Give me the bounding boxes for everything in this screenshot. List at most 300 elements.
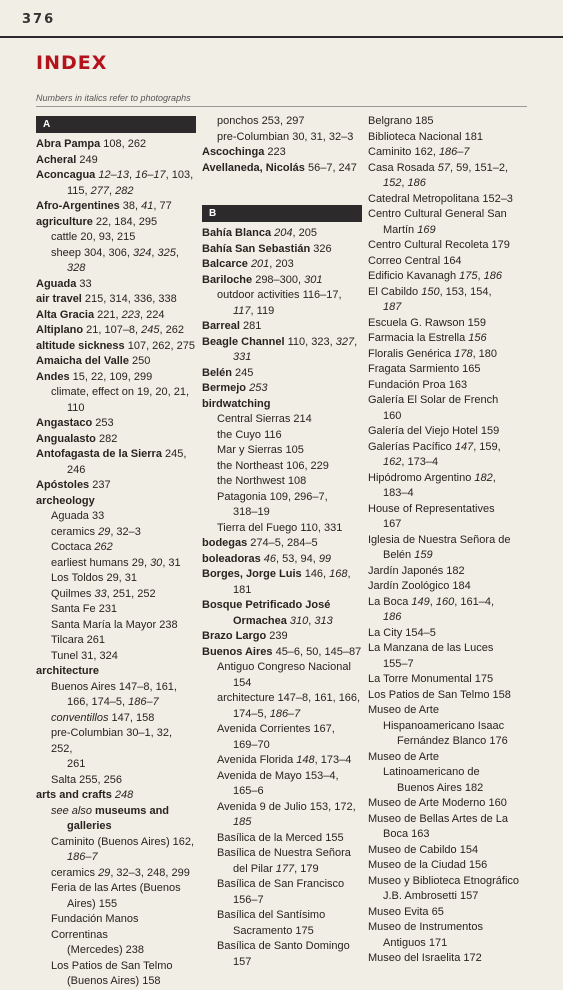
entry-text: 178 <box>454 347 473 360</box>
index-entry <box>202 846 362 862</box>
entry-text: Belén <box>202 366 232 379</box>
index-column-1 <box>36 114 196 990</box>
entry-text: Museo de Cabildo 154 <box>368 843 479 856</box>
entry-text: , 161–4, <box>454 595 495 608</box>
entry-text: Antofagasta de la Sierra <box>36 448 162 460</box>
entry-text: 331 <box>233 351 252 363</box>
entry-text: 46 <box>263 552 276 565</box>
entry-text: Museo de Arte <box>368 750 439 763</box>
entry-text: ceramics <box>51 525 99 538</box>
entry-text: Balcarce <box>202 258 248 270</box>
entry-text: Belén <box>383 549 415 561</box>
entry-text: 57 <box>437 161 450 174</box>
entry-text: Bahía San Sebastián <box>202 242 311 255</box>
entry-text: climate, effect on 19, 20, 21, <box>51 386 189 398</box>
entry-text: Correo Central 164 <box>368 254 462 267</box>
index-entry <box>36 153 196 169</box>
note-divider <box>36 106 527 107</box>
index-entry <box>202 614 362 630</box>
entry-text: 215, 314, 336, 338 <box>81 293 177 305</box>
entry-text: 56–7, 247 <box>304 161 357 174</box>
index-entry <box>36 323 196 339</box>
entry-text: 160 <box>383 409 402 422</box>
entry-text: Afro-Argentines <box>36 200 120 212</box>
index-entry <box>202 955 362 971</box>
entry-text: Salta 255, 256 <box>51 773 122 786</box>
entry-text: 165–6 <box>233 785 264 797</box>
entry-text: 274–5, 284–5 <box>247 537 318 549</box>
entry-text: , <box>128 169 136 181</box>
entry-text: 16–17 <box>135 169 166 181</box>
index-entry <box>36 168 196 184</box>
index-entry <box>202 753 362 769</box>
entry-text: 167 <box>383 518 402 530</box>
index-entry <box>36 540 196 556</box>
entry-text: Galerías Pacífico <box>368 440 455 453</box>
entry-text: Patagonia 109, 296–7, <box>217 490 328 503</box>
entry-text: 149 <box>411 595 430 608</box>
index-entry <box>202 676 362 692</box>
entry-text: Antiguo Congreso Nacional <box>217 661 351 673</box>
index-entry <box>202 443 362 459</box>
entry-text: Avenida Florida <box>217 754 297 766</box>
index-entry <box>368 424 533 440</box>
entry-text: 328 <box>67 262 86 274</box>
entry-text: , 173–4 <box>401 456 439 468</box>
entry-text: ceramics <box>51 866 99 879</box>
index-entry <box>36 292 196 308</box>
entry-text: Avenida 9 de Julio 153, 172, <box>217 800 356 813</box>
entry-text: Museo Evita 65 <box>368 905 444 918</box>
entry-text: Museo de Instrumentos <box>368 921 483 933</box>
entry-text: 186–7 <box>438 146 470 158</box>
entry-text: agriculture <box>36 215 93 228</box>
entry-text: Bermejo <box>202 382 247 394</box>
index-entry <box>202 257 362 273</box>
index-entry <box>368 238 533 254</box>
entry-text: 148 <box>296 754 315 766</box>
index-entry <box>202 800 362 816</box>
entry-text: , <box>151 246 158 259</box>
index-entry <box>202 738 362 754</box>
entry-text: 45–6, 50, 145–87 <box>272 645 362 658</box>
index-entry <box>202 145 362 161</box>
index-entry <box>368 223 533 239</box>
index-entry <box>368 781 533 797</box>
entry-text: 250 <box>128 355 151 367</box>
entry-text: 186 <box>383 611 402 623</box>
index-entry <box>368 874 533 890</box>
index-entry <box>368 626 533 642</box>
entry-text: 301 <box>304 273 323 286</box>
entry-text: boleadoras <box>202 552 261 565</box>
entry-text: El Cabildo <box>368 285 422 298</box>
entry-text: Alta Gracia <box>36 308 95 321</box>
index-entry <box>202 831 362 847</box>
entry-text: , <box>429 595 436 608</box>
entry-text: Angualasto <box>36 432 96 445</box>
entry-text: 221, <box>94 308 122 321</box>
index-entry <box>36 788 196 804</box>
entry-text: Museo de Bellas Artes de La <box>368 812 509 825</box>
index-entry <box>36 974 196 990</box>
entry-text: 30 <box>150 556 163 569</box>
entry-text: 245 <box>141 324 160 336</box>
index-entry <box>368 347 533 363</box>
entry-text: 186 <box>483 270 502 282</box>
index-entry <box>36 664 196 680</box>
entry-text: Andes <box>36 370 70 383</box>
entry-text: 21, 107–8, <box>83 324 142 336</box>
index-entry <box>36 230 196 246</box>
index-entry <box>36 881 196 897</box>
entry-text: Caminito 162, <box>368 146 439 158</box>
entry-text: 201 <box>250 258 270 270</box>
index-entry <box>202 722 362 738</box>
entry-text: , 251, 252 <box>106 587 156 600</box>
entry-text: Galería El Solar de French <box>368 394 499 406</box>
entry-text: 239 <box>266 630 288 642</box>
index-entry <box>368 362 533 378</box>
entry-text: , 262 <box>159 324 184 336</box>
entry-text: La Boca <box>368 595 412 608</box>
index-entry <box>202 505 362 521</box>
entry-text: Sacramento 175 <box>233 924 314 937</box>
index-entry <box>202 412 362 428</box>
entry-text: 326 <box>310 242 332 255</box>
entry-text: Fundación Proa 163 <box>368 378 468 391</box>
header-rule <box>0 36 563 38</box>
entry-text: 186 <box>407 177 426 189</box>
index-entry <box>202 862 362 878</box>
index-entry <box>202 536 362 552</box>
entry-text: architecture <box>36 665 99 677</box>
entry-text: Boca 163 <box>383 828 430 840</box>
index-entry <box>202 660 362 676</box>
index-entry <box>368 688 533 704</box>
index-entry <box>36 649 196 665</box>
entry-text: 159 <box>414 549 433 561</box>
entry-text: 169–70 <box>233 738 270 751</box>
index-entry <box>368 207 533 223</box>
entry-text: Acheral <box>36 153 77 166</box>
letter-heading-a: A <box>36 116 196 133</box>
entry-text: 146, <box>301 568 330 580</box>
index-entry <box>202 161 362 177</box>
entry-text: sheep 304, 306, <box>51 246 133 259</box>
entry-text: J.B. Ambrosetti 157 <box>383 890 479 902</box>
entry-text: outdoor activities 116–17, <box>217 289 342 301</box>
index-entry <box>202 924 362 940</box>
entry-text: (Buenos Aires) 158 <box>67 975 161 987</box>
entry-text: Tilcara 261 <box>51 634 106 646</box>
entry-text: Hipódromo Argentino <box>368 471 475 484</box>
index-entry <box>36 277 196 293</box>
entry-text: 12–13 <box>98 169 129 181</box>
entry-text: 261 <box>67 758 86 770</box>
index-entry <box>368 378 533 394</box>
index-entry <box>36 835 196 851</box>
index-entry <box>368 393 533 409</box>
entry-text: altitude sickness <box>36 339 125 352</box>
entry-text: Tierra del Fuego 110, 331 <box>217 521 343 534</box>
entry-text: Tunel 31, 324 <box>51 649 118 662</box>
entry-text: 115, <box>67 184 91 197</box>
index-entry <box>368 765 533 781</box>
index-entry <box>368 192 533 208</box>
index-entry <box>36 587 196 603</box>
entry-text: conventillos <box>51 711 109 724</box>
entry-text: Aires) 155 <box>67 897 118 910</box>
index-entry <box>36 556 196 572</box>
entry-text: , 53, 94, <box>276 552 319 565</box>
entry-text: Amaicha del Valle <box>36 355 129 367</box>
index-entry <box>368 285 533 301</box>
index-entry <box>202 629 362 645</box>
entry-text: Avellaneda, Nicolás <box>202 161 305 174</box>
index-column-2 <box>202 114 362 970</box>
entry-text: 29 <box>98 866 111 879</box>
index-entry <box>368 564 533 580</box>
entry-text: , 77 <box>153 200 172 212</box>
index-entry <box>368 130 533 146</box>
index-entry <box>202 939 362 955</box>
index-entry <box>36 571 196 587</box>
entry-text: 162 <box>383 456 402 468</box>
italics-note: Numbers in italics refer to photographs <box>36 93 191 103</box>
entry-text: Aguada 33 <box>51 510 105 522</box>
index-entry <box>36 757 196 773</box>
index-entry <box>36 385 196 401</box>
entry-text: 183–4 <box>383 487 414 499</box>
index-entry <box>202 381 362 397</box>
index-entry <box>36 633 196 649</box>
entry-text: Centro Cultural General San <box>368 208 507 220</box>
entry-text: Bariloche <box>202 273 253 286</box>
entry-text: 253 <box>92 417 114 429</box>
index-entry <box>202 490 362 506</box>
index-entry <box>368 176 533 192</box>
entry-text: 177 <box>275 862 295 875</box>
entry-text: Coctaca <box>51 541 95 553</box>
entry-text: Ormachea <box>233 614 287 627</box>
entry-text: , <box>308 614 315 627</box>
entry-text: Basílica de la Merced 155 <box>217 831 344 844</box>
index-entry <box>368 486 533 502</box>
entry-text: , 180 <box>472 347 498 360</box>
entry-text: , <box>175 246 179 259</box>
index-entry <box>368 300 533 316</box>
index-entry <box>202 474 362 490</box>
entry-text: Los Patios de San Telmo <box>51 959 173 972</box>
entry-text: Basílica de Santo Domingo <box>217 940 350 952</box>
index-entry <box>36 416 196 432</box>
entry-text: 313 <box>314 614 333 627</box>
index-entry <box>36 432 196 448</box>
entry-text: 155–7 <box>383 657 414 670</box>
index-entry <box>202 397 362 413</box>
entry-text: Aconcagua <box>36 169 96 181</box>
entry-text: 185 <box>233 816 252 828</box>
entry-text: 223 <box>264 146 286 158</box>
index-entry <box>368 951 533 967</box>
index-entry <box>36 494 196 510</box>
entry-text: , 224 <box>139 308 165 321</box>
entry-text: Fragata Sarmiento 165 <box>368 363 481 375</box>
index-entry <box>368 719 533 735</box>
entry-text: 33 <box>76 277 92 290</box>
entry-text: Buenos Aires <box>202 645 273 658</box>
entry-text: , 159, <box>473 440 501 453</box>
entry-text: 245 <box>231 366 254 379</box>
index-entry <box>202 893 362 909</box>
entry-text: , <box>401 177 408 189</box>
entry-text: air travel <box>36 293 82 305</box>
entry-text: , 203 <box>269 258 294 270</box>
index-entry <box>36 711 196 727</box>
entry-text: , 59, 151–2, <box>449 161 509 174</box>
entry-text: 249 <box>76 153 98 166</box>
index-entry <box>202 273 362 289</box>
entry-text: Bosque Petrificado José <box>202 599 331 611</box>
index-entry <box>36 618 196 634</box>
entry-text: museums and <box>95 804 170 817</box>
index-column-3 <box>368 114 533 967</box>
entry-text: (Mercedes) 238 <box>67 944 145 956</box>
entry-text: earliest humans 29, <box>51 556 151 569</box>
index-entry <box>368 502 533 518</box>
entry-text: 298–300, <box>252 273 305 286</box>
index-entry <box>36 897 196 913</box>
index-entry <box>202 815 362 831</box>
entry-text: , <box>492 471 496 484</box>
entry-text: Basílica del Santísimo <box>217 909 326 921</box>
entry-text: 327 <box>335 335 355 348</box>
index-entry <box>368 920 533 936</box>
index-entry <box>36 184 196 200</box>
index-entry <box>368 734 533 750</box>
entry-text: Martín <box>383 223 418 236</box>
index-entry <box>36 695 196 711</box>
entry-text: Catedral Metropolitana 152–3 <box>368 192 513 205</box>
index-entry <box>368 254 533 270</box>
entry-text: 150 <box>421 285 440 298</box>
entry-text: 15, 22, 109, 299 <box>69 370 153 383</box>
entry-text: 310 <box>289 614 309 627</box>
index-entry <box>368 641 533 657</box>
entry-text: 110 <box>67 401 85 414</box>
entry-text: La Manzana de las Luces <box>368 642 494 654</box>
index-entry <box>36 773 196 789</box>
index-entry <box>202 350 362 366</box>
entry-text: Jardín Zoológico 184 <box>368 580 471 592</box>
index-entry <box>368 269 533 285</box>
entry-text: Aguada <box>36 277 77 290</box>
index-entry <box>368 595 533 611</box>
entry-text: 154 <box>233 676 252 689</box>
entry-text: , 205 <box>292 227 317 239</box>
index-entry <box>202 428 362 444</box>
entry-text: 253 <box>249 382 268 394</box>
entry-text: 318–19 <box>233 506 270 518</box>
index-entry <box>202 769 362 785</box>
entry-text: , 179 <box>294 862 319 875</box>
entry-text: 175 <box>459 270 478 282</box>
entry-text: 110, 323, <box>284 335 336 348</box>
entry-text: , 32–3, 248, 299 <box>110 866 190 879</box>
entry-text: 157 <box>233 955 252 968</box>
entry-text: del Pilar <box>233 862 276 875</box>
entry-text: arts and crafts <box>36 789 112 801</box>
entry-text: 277 <box>90 184 110 197</box>
entry-text: Buenos Aires 182 <box>397 781 484 794</box>
index-entry <box>36 959 196 975</box>
entry-text: Hispanoamericano Isaac <box>383 719 505 732</box>
entry-text: 41 <box>141 200 154 212</box>
entry-text: bodegas <box>202 537 248 549</box>
index-entry <box>202 784 362 800</box>
entry-text: , 31 <box>162 556 181 569</box>
index-entry <box>368 889 533 905</box>
entry-text: Borges, Jorge Luis <box>202 568 302 580</box>
entry-text: 245, <box>161 448 187 460</box>
index-entry <box>202 691 362 707</box>
letter-heading-b: B <box>202 205 362 222</box>
entry-text: Museo de Arte <box>368 704 439 716</box>
index-entry <box>36 850 196 866</box>
entry-text: 22, 184, 295 <box>92 215 158 228</box>
index-entry <box>202 335 362 351</box>
entry-text: Beagle Channel <box>202 335 285 348</box>
entry-text: 262 <box>94 541 113 553</box>
index-entry <box>36 680 196 696</box>
entry-text: Casa Rosada <box>368 161 438 174</box>
index-entry <box>368 533 533 549</box>
entry-text: La City 154–5 <box>368 626 436 639</box>
index-entry <box>36 401 196 417</box>
index-entry <box>36 199 196 215</box>
entry-text: , 32–3 <box>110 525 141 538</box>
entry-text: 117 <box>233 304 251 317</box>
entry-text: Bahía Blanca <box>202 227 272 239</box>
entry-text: 147, 158 <box>108 711 155 724</box>
entry-text: 282 <box>115 184 134 197</box>
index-entry <box>368 750 533 766</box>
index-entry <box>368 610 533 626</box>
index-entry <box>36 370 196 386</box>
entry-text: 99 <box>318 552 332 565</box>
entry-text: Quilmes <box>51 587 95 600</box>
entry-text: Fundación Manos Correntinas <box>51 913 139 941</box>
entry-text: Belgrano 185 <box>368 115 434 127</box>
entry-text: , <box>347 568 351 580</box>
index-entry <box>202 304 362 320</box>
entry-text: 186–7 <box>269 707 301 720</box>
entry-text: Feria de las Artes (Buenos <box>51 882 181 894</box>
entry-text: 186–7 <box>67 851 98 863</box>
index-entry <box>202 521 362 537</box>
index-entry <box>368 548 533 564</box>
index-entry <box>368 672 533 688</box>
index-entry <box>36 463 196 479</box>
index-entry <box>368 455 533 471</box>
entry-text: 108, 262 <box>100 138 147 150</box>
entry-text: 169 <box>417 223 436 236</box>
entry-text: 281 <box>239 320 262 332</box>
index-entry <box>36 819 196 835</box>
entry-text: 186–7 <box>128 696 159 708</box>
entry-text: Altiplano <box>36 324 84 336</box>
